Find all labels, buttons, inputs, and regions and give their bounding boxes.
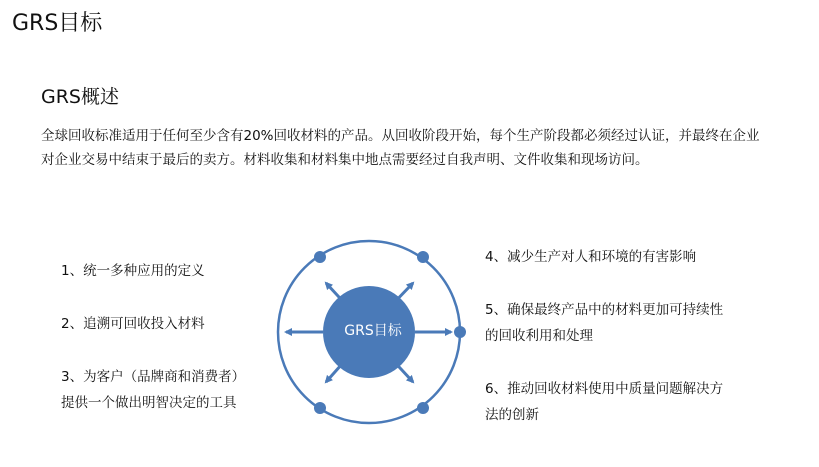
overview-heading: GRS概述 — [41, 86, 119, 108]
goal-item-1: 1、统一多种应用的定义 — [61, 263, 205, 279]
node-dot-top-right — [417, 251, 429, 263]
goal-item-3: 3、为客户（品牌商和消费者）提供一个做出明智决定的工具 — [61, 369, 246, 411]
overview-paragraph: 全球回收标准适用于任何至少含有20%回收材料的产品。从回收阶段开始，每个生产阶段都必须经过认证，并最终在企业对企业交易中结束于最后的卖方。材料收集和材料集中地点需要经过自我声明、文件收集和现场访问。 — [41, 128, 760, 168]
goal-item-6: 6、推动回收材料使用中质量问题解决方法的创新 — [485, 381, 724, 423]
node-dot-bottom-right — [417, 402, 429, 414]
goal-item-2: 2、追溯可回收投入材料 — [61, 316, 205, 332]
node-dot-bottom-left — [314, 402, 326, 414]
grs-goals-diagram — [273, 239, 473, 425]
goal-item-4: 4、减少生产对人和环境的有害影响 — [485, 249, 697, 265]
page-title: GRS目标 — [12, 11, 103, 36]
node-dot-right — [454, 326, 466, 338]
node-dot-top-left — [314, 251, 326, 263]
hub-label: GRS目标 — [344, 323, 402, 339]
goal-item-5: 5、确保最终产品中的材料更加可持续性的回收利用和处理 — [485, 302, 724, 344]
